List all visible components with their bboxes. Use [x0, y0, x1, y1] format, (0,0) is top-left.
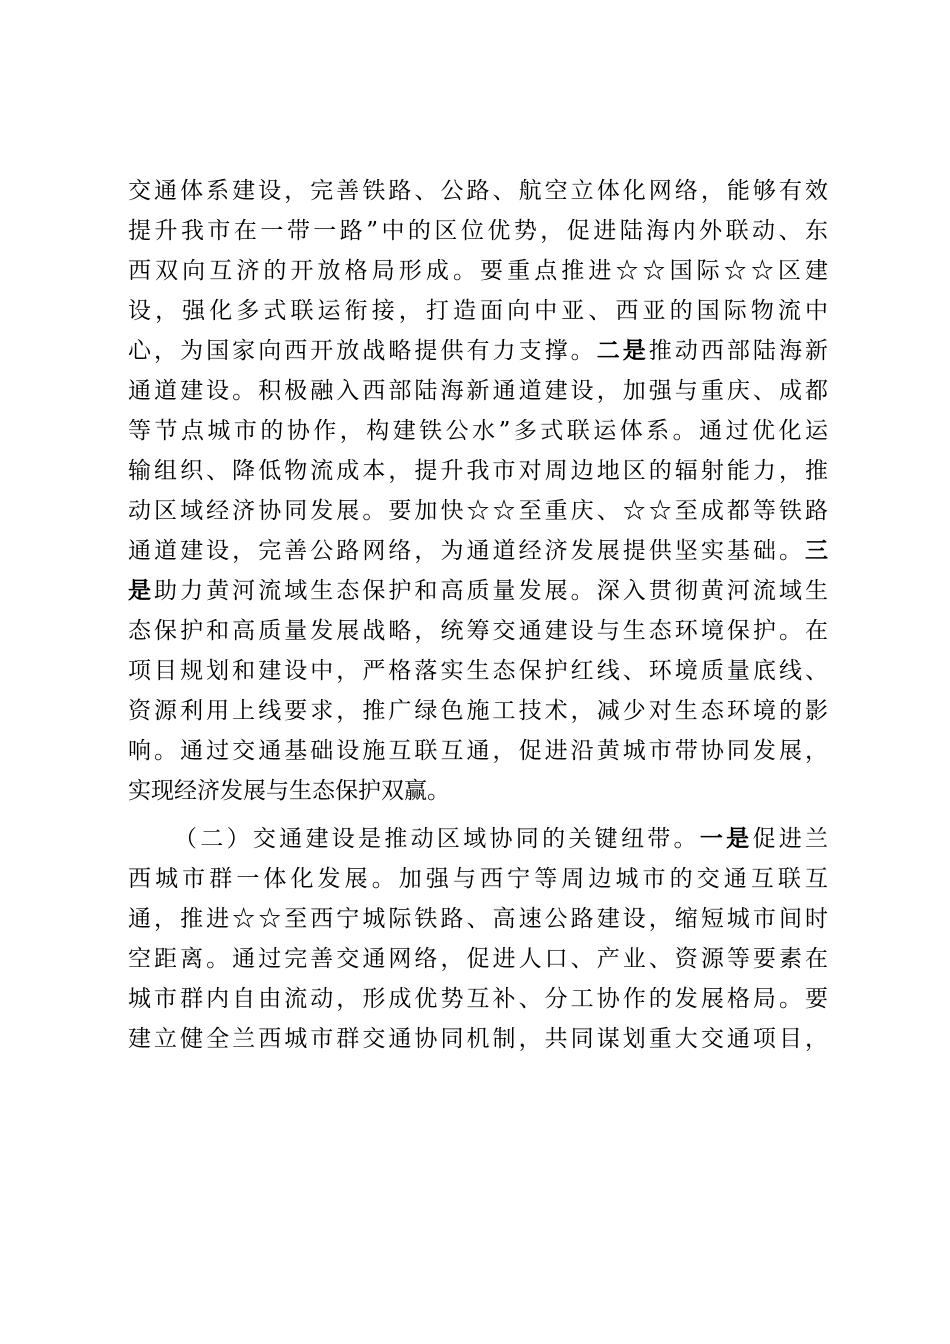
text-segment: 提升我市在一带一路”中的区位优势，促进陆海内外联动、东	[128, 218, 828, 244]
bold-text-segment: 是	[128, 577, 155, 604]
text-segment: 态保护和高质量发展战略，统筹交通建设与生态环境保护。在	[128, 618, 828, 644]
text-segment: 动区域经济协同发展。要加快☆☆至重庆、☆☆至成都等铁路	[128, 498, 828, 524]
text-segment: 心，为国家向西开放战略提供有力支撑。	[128, 338, 597, 364]
text-segment: 助力黄河流域生态保护和高质量发展。深入贯彻黄河流域生	[154, 578, 829, 604]
text-line	[128, 531, 828, 571]
text-line	[128, 939, 828, 979]
text-line	[128, 171, 828, 211]
text-line	[128, 571, 828, 611]
text-line	[128, 899, 828, 939]
text-segment: 交通体系建设，完善铁路、公路、航空立体化网络，能够有效	[128, 178, 828, 204]
text-segment: 城市群内自由流动，形成优势互补、分工协作的发展格局。要	[128, 986, 828, 1012]
text-line	[128, 211, 828, 251]
text-segment: 通道建设。积极融入西部陆海新通道建设，加强与重庆、成都	[128, 378, 828, 404]
text-line	[128, 1019, 828, 1059]
bold-text-segment: 一是	[699, 825, 753, 852]
text-segment: 促进兰	[752, 826, 829, 852]
bold-text-segment: 三	[805, 537, 828, 564]
text-line	[128, 451, 828, 491]
text-segment: 推动西部陆海新	[648, 338, 829, 364]
text-line	[128, 859, 828, 899]
text-segment: 建立健全兰西城市群交通协同机制，共同谋划重大交通项目，	[128, 1026, 828, 1052]
text-segment: 实现经济发展与生态保护双赢。	[128, 778, 450, 804]
bold-text-segment: 二是	[596, 337, 649, 364]
text-line	[128, 411, 828, 451]
text-segment: 资源利用上线要求，推广绿色施工技术，减少对生态环境的影	[128, 698, 828, 724]
text-segment: 输组织、降低物流成本，提升我市对周边地区的辐射能力，推	[128, 458, 828, 484]
text-segment: 等节点城市的协作，构建铁公水”多式联运体系。通过优化运	[128, 418, 828, 444]
text-line	[128, 331, 828, 371]
text-segment: 通道建设，完善公路网络，为通道经济发展提供坚实基础。	[128, 538, 805, 564]
text-segment: 响。通过交通基础设施互联互通，促进沿黄城市带协同发展，	[128, 738, 828, 764]
text-line	[128, 691, 828, 731]
text-line	[128, 371, 828, 411]
text-line	[128, 491, 828, 531]
text-line	[128, 251, 828, 291]
document-body-text	[128, 171, 828, 1059]
text-line	[128, 979, 828, 1019]
text-segment: 通，推进☆☆至西宁城际铁路、高速公路建设，缩短城市间时	[128, 906, 828, 932]
text-line	[128, 291, 828, 331]
text-segment: 设，强化多式联运衔接，打造面向中亚、西亚的国际物流中	[128, 298, 828, 324]
text-line	[128, 771, 828, 811]
text-line	[128, 819, 828, 859]
text-segment: 西双向互济的开放格局形成。要重点推进☆☆国际☆☆区建	[128, 258, 828, 284]
text-line	[128, 731, 828, 771]
text-line	[128, 651, 828, 691]
text-line	[128, 611, 828, 651]
text-segment: 项目规划和建设中，严格落实生态保护红线、环境质量底线、	[128, 658, 828, 684]
text-segment: 西城市群一体化发展。加强与西宁等周边城市的交通互联互	[128, 866, 828, 892]
text-segment: 空距离。通过完善交通网络，促进人口、产业、资源等要素在	[128, 946, 828, 972]
text-segment: （二）交通建设是推动区域协同的关键纽带。	[174, 826, 700, 852]
